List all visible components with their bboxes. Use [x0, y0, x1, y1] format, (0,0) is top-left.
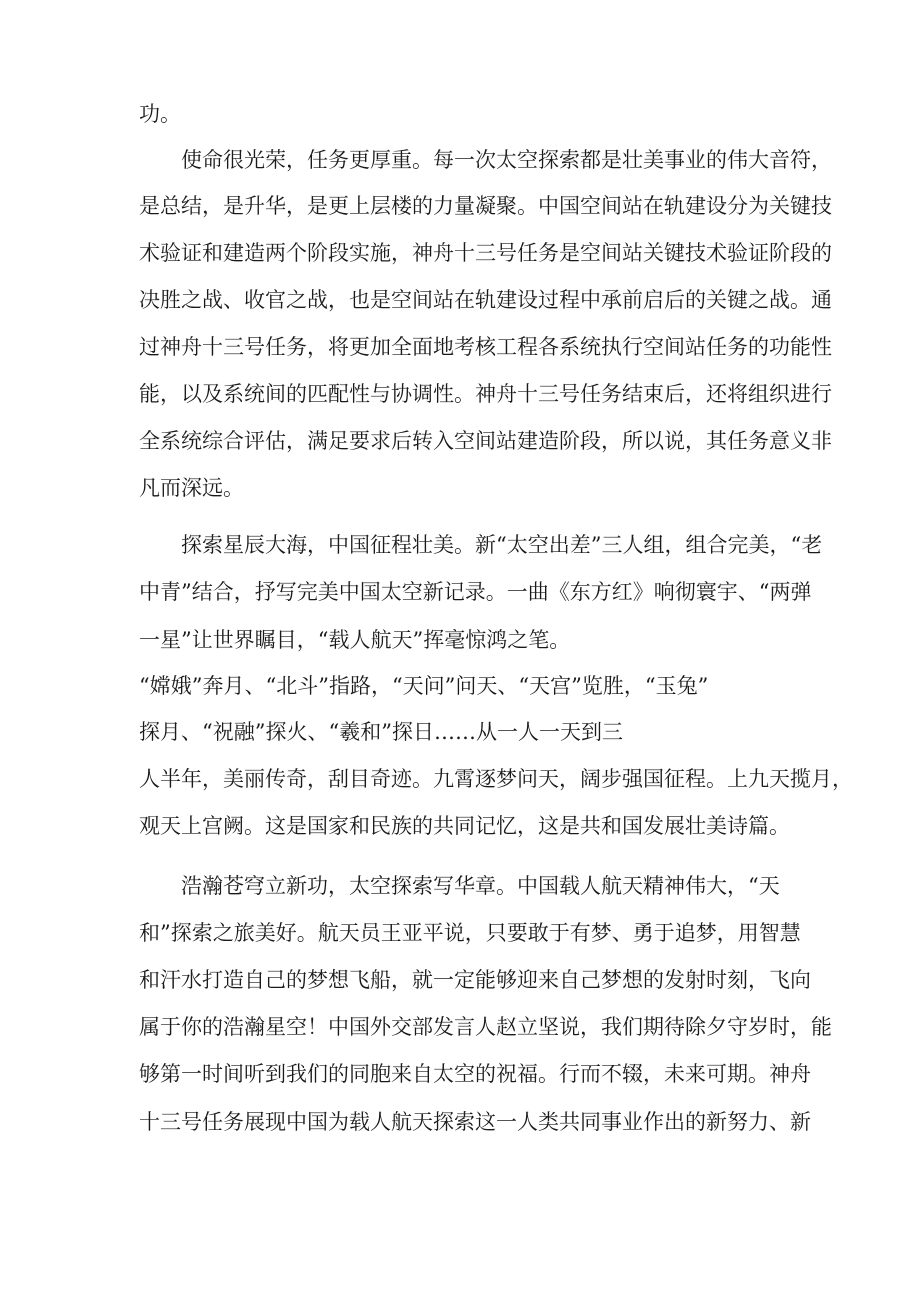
text-line: 观天上宫阙。这是国家和民族的共同记忆，这是共和国发展壮美诗篇。 — [139, 814, 790, 838]
text-line: 探月、“祝融”探火、“羲和”探日……从一人一天到三 — [139, 720, 623, 744]
text-line: 和”探索之旅美好。航天员王亚平说，只要敢于有梦、勇于追梦，用智慧 — [139, 921, 801, 945]
text-line: 中青”结合，抒写完美中国太空新记录。一曲《东方红》响彻寰宇、“两弹 — [139, 580, 812, 604]
text-line: 一星”让世界瞩目，“载人航天”挥毫惊鸿之笔。 — [139, 628, 571, 652]
text-line: 和汗水打造自己的梦想飞船，就一定能够迎来自己梦想的发射时刻，飞向 — [139, 968, 811, 992]
text-line: “嫦娥”奔月、“北斗”指路，“天问”问天、“天宫”览胜，“玉兔” — [139, 674, 709, 698]
text-line: 浩瀚苍穹立新功，太空探索写华章。中国载人航天精神伟大，“天 — [181, 874, 780, 898]
text-line: 术验证和建造两个阶段实施，神舟十三号任务是空间站关键技术验证阶段的 — [139, 241, 832, 265]
text-line: 是总结，是升华，是更上层楼的力量凝聚。中国空间站在轨建设分为关键技 — [139, 194, 832, 218]
text-line: 探索星辰大海，中国征程壮美。新“太空出差”三人组，组合完美，“老 — [181, 533, 823, 557]
text-line: 够第一时间听到我们的同胞来自太空的祝福。行而不辍，未来可期。神舟 — [139, 1062, 811, 1086]
text-line: 使命很光荣，任务更厚重。每一次太空探索都是壮美事业的伟大音符， — [181, 148, 832, 172]
text-line: 能，以及系统间的匹配性与协调性。神舟十三号任务结束后，还将组织进行 — [139, 382, 832, 406]
text-line: 凡而深远。 — [139, 476, 244, 500]
text-line: 功。 — [139, 102, 181, 126]
text-line: 十三号任务展现中国为载人航天探索这一人类共同事业作出的新努力、新 — [139, 1110, 811, 1134]
text-line: 人半年，美丽传奇，刮目奇迹。九霄逐梦问天，阔步强国征程。上九天揽月， — [139, 767, 853, 791]
text-line: 过神舟十三号任务，将更加全面地考核工程各系统执行空间站任务的功能性 — [139, 335, 832, 359]
text-line: 属于你的浩瀚星空！中国外交部发言人赵立坚说，我们期待除夕守岁时，能 — [139, 1015, 832, 1039]
text-line: 决胜之战、收官之战，也是空间站在轨建设过程中承前启后的关键之战。通 — [139, 288, 832, 312]
text-line: 全系统综合评估，满足要求后转入空间站建造阶段，所以说，其任务意义非 — [139, 429, 832, 453]
